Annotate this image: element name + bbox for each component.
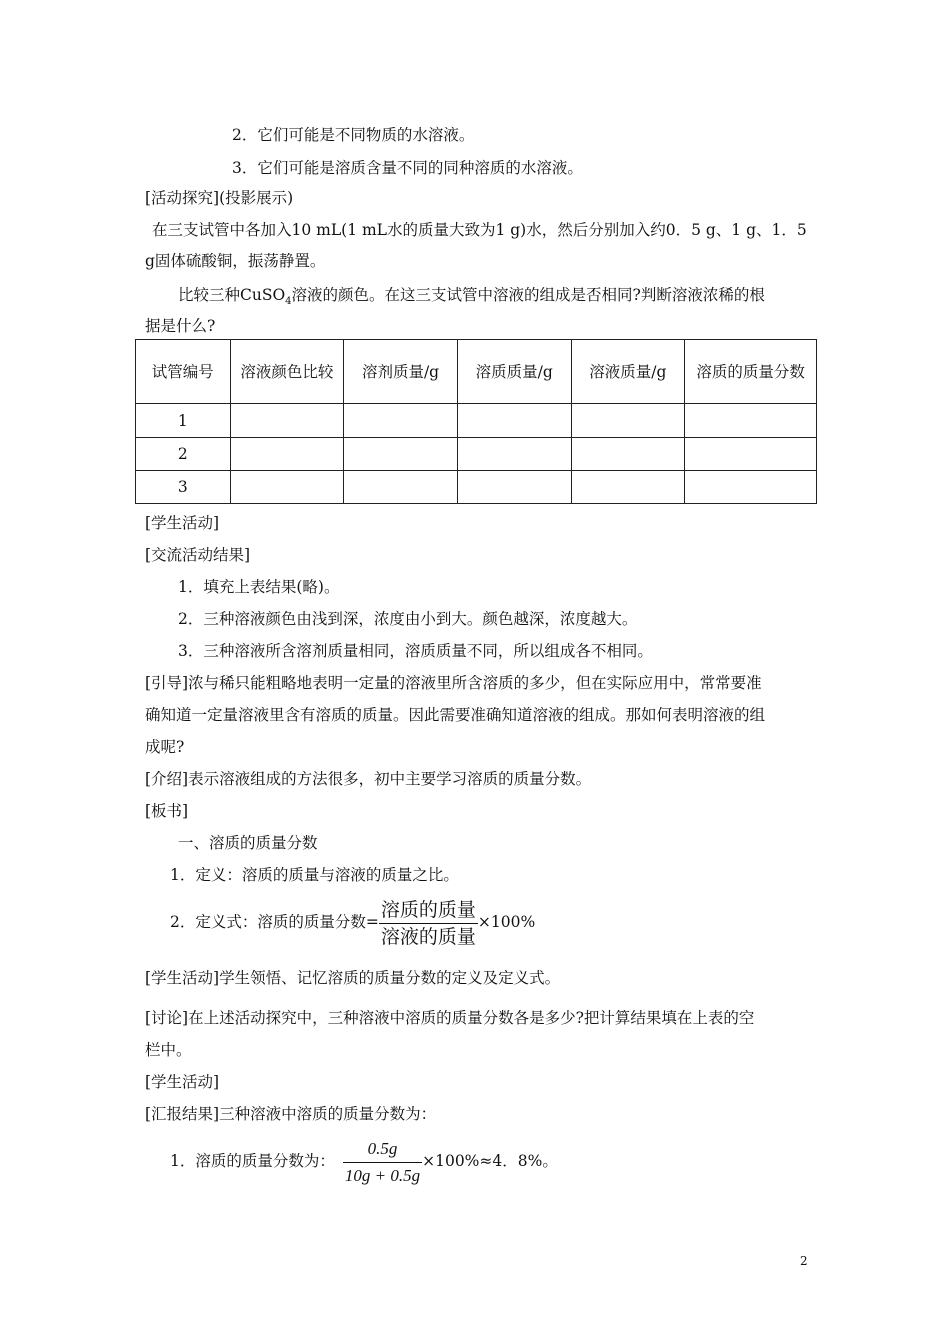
activity-heading: [活动探究](投影展示) xyxy=(145,189,294,207)
fraction: $\frac{\text{溶质的质量}}{\text{溶液的质量}}$ xyxy=(380,898,476,948)
table-cell xyxy=(457,438,571,471)
table-row xyxy=(136,404,817,438)
guide-paragraph-1: [引导]浓与稀只能粗略地表明一定量的溶液里所含溶质的多少，但在实际应用中，常常要准 xyxy=(145,674,762,692)
table-cell xyxy=(230,404,344,438)
table-cell: 1 xyxy=(136,404,231,438)
table-cell xyxy=(685,471,817,504)
page-number: 2 xyxy=(800,1254,808,1268)
table-cell xyxy=(344,438,458,471)
discussion-paragraph-1: [讨论]在上述活动探究中，三种溶液中溶质的质量分数各是多少?把计算结果填在上表的空 xyxy=(145,1009,755,1027)
result-item-3: 3．三种溶液所含溶剂质量相同，溶质质量不同，所以组成各不相同。 xyxy=(178,642,653,660)
table-cell xyxy=(685,404,817,438)
header-cell: 溶剂质量/g xyxy=(344,340,458,404)
header-cell: 溶质的质量分数 xyxy=(685,340,817,404)
table-cell xyxy=(571,404,685,438)
fraction: $\frac{0.5g}{10g + 0.5g}$ xyxy=(344,1138,421,1185)
table-cell xyxy=(457,471,571,504)
student-activity-memorize: [学生活动]学生领悟、记忆溶质的质量分数的定义及定义式。 xyxy=(145,969,561,987)
table-row xyxy=(136,438,817,471)
table-cell xyxy=(230,438,344,471)
definition-formula: 2．定义式：溶质的质量分数= $\frac{\text{溶质的质量}}{\text{溶液的质量}}$ ×100% xyxy=(170,898,536,948)
table-row xyxy=(136,471,817,504)
table-cell xyxy=(230,471,344,504)
introduction-paragraph: [介绍]表示溶液组成的方法很多，初中主要学习溶质的质量分数。 xyxy=(145,770,592,788)
header-cell: 溶质质量/g xyxy=(457,340,571,404)
table-cell: 3 xyxy=(136,471,231,504)
hypothesis-3: 3．它们可能是溶质含量不同的同种溶质的水溶液。 xyxy=(232,159,583,177)
activity-text-1: 在三支试管中各加入10 mL(1 mL水的质量大致为1 g)水，然后分别加入约0．5 g、1 g、1．5 xyxy=(152,221,807,239)
definition-line: 1．定义：溶质的质量与溶液的质量之比。 xyxy=(170,866,459,884)
discussion-paragraph-2: 栏中。 xyxy=(145,1041,192,1059)
board-heading: [板书] xyxy=(145,802,189,820)
report-heading: [汇报结果]三种溶液中溶质的质量分数为： xyxy=(145,1105,437,1123)
activity-text-2: g固体硫酸铜，振荡静置。 xyxy=(145,252,326,270)
table-cell xyxy=(685,438,817,471)
table-cell xyxy=(571,438,685,471)
table-cell xyxy=(571,471,685,504)
section-title: 一、溶质的质量分数 xyxy=(178,834,318,852)
table-header-row xyxy=(136,340,817,404)
compare-question-2: 据是什么? xyxy=(145,317,216,335)
header-cell: 溶液颜色比较 xyxy=(230,340,344,404)
table-cell: 2 xyxy=(136,438,231,471)
hypothesis-2: 2．它们可能是不同物质的水溶液。 xyxy=(232,126,475,144)
exchange-results-heading: [交流活动结果] xyxy=(145,546,251,564)
header-cell: 试管编号 xyxy=(136,340,231,404)
experiment-table xyxy=(135,339,817,504)
student-activity-heading: [学生活动] xyxy=(145,514,220,532)
guide-paragraph-3: 成呢? xyxy=(145,738,185,756)
table-cell xyxy=(344,404,458,438)
table-cell xyxy=(457,404,571,438)
header-cell: 溶液质量/g xyxy=(571,340,685,404)
calculation-formula: 1．溶质的质量分数为： $\frac{0.5g}{10g + 0.5g}$ ×100%≈4．8%。 xyxy=(170,1138,558,1185)
table-cell xyxy=(344,471,458,504)
compare-question-1: 比较三种CuSO$_4$溶液的颜色。在这三支试管中溶液的组成是否相同?判断溶液浓稀的根 xyxy=(178,286,765,308)
result-item-1: 1．填充上表结果(略)。 xyxy=(178,578,340,596)
guide-paragraph-2: 确知道一定量溶液里含有溶质的质量。因此需要准确知道溶液的组成。那如何表明溶液的组 xyxy=(145,706,766,724)
student-activity-heading-2: [学生活动] xyxy=(145,1073,220,1091)
result-item-2: 2．三种溶液颜色由浅到深，浓度由小到大。颜色越深，浓度越大。 xyxy=(178,610,638,628)
